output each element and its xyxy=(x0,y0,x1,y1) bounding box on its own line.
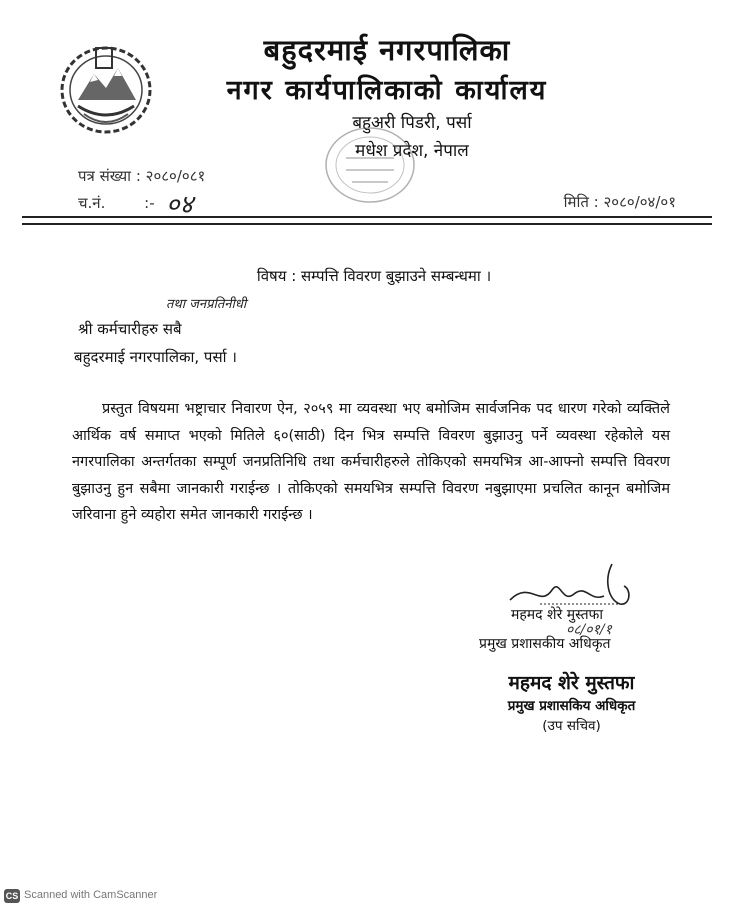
dispatch-prefix: :- xyxy=(144,194,155,212)
header-divider-bottom xyxy=(22,223,712,225)
office-name: नगर कार्यपालिकाको कार्यालय xyxy=(226,75,548,106)
dispatch-number-label xyxy=(78,193,155,213)
stamp-name: महमद शेरे मुस्तफा xyxy=(508,672,635,694)
scanner-watermark: Scanned with CamScanner xyxy=(24,889,158,901)
header-divider-top xyxy=(22,216,712,218)
stamp-rank: (उप सचिव) xyxy=(542,718,601,734)
signature-handwritten-date: ०८/०१/१ xyxy=(566,622,612,638)
signatory-name: महमद शेरे मुस्तफा xyxy=(511,607,603,623)
addressee-line-2: बहुदरमाई नगरपालिका, पर्सा । xyxy=(74,348,237,366)
dispatch-number-handwritten: ०४ xyxy=(166,190,194,220)
addressee-line-1: श्री कर्मचारीहरु सबै xyxy=(78,320,182,338)
camscanner-logo-icon: CS xyxy=(5,891,19,901)
dispatch-label: च.नं. xyxy=(78,194,106,212)
office-stamp-icon xyxy=(322,124,418,206)
stamp-title: प्रमुख प्रशासकिय अधिकृत xyxy=(507,698,636,714)
signatory-title: प्रमुख प्रशासकीय अधिकृत xyxy=(479,636,611,652)
address-line-1: बहुअरी पिडरी, पर्सा xyxy=(352,113,472,133)
handwritten-insert: तथा जनप्रतिनीधी xyxy=(166,297,247,312)
municipality-name: बहुदरमाई नगरपालिका xyxy=(263,33,511,67)
letter-date: मिति : २०८०/०४/०१ xyxy=(563,193,676,211)
letter-body: प्रस्तुत विषयमा भष्ट्राचार निवारण ऐन, २०५९ मा व्यवस्था भए बमोजिम सार्वजनिक पद धारण गरेको व्यक्तिले आर्थिक वर्ष समाप्त भएको मितिले ६०(साठी) दिन भित्र सम्पत्ति विवरण बुझाउनु पर्ने व्यवस्था रहेकोले यस नगरपालिका अन्तर्गतका सम्पूर्ण जनप्रतिनिधि तथा कर्मचारीहरुले तोकिएको समयभित्र आ-आफ्नो सम्पत्ति विवरण बुझाउनु हुन सबैमा जानकारी गराईन्छ । तोकिएको समयभित्र सम्पत्ति विवरण नबुझाएमा प्रचलित कानून बमोजिम जरिवाना हुने व्यहोरा समेत जानकारी गराईन्छ । xyxy=(72,401,670,523)
address-line-2: मधेश प्रदेश, नेपाल xyxy=(355,141,469,161)
letter-number: पत्र संख्या : २०८०/०८१ xyxy=(78,167,206,185)
letter-subject: विषय : सम्पत्ति विवरण बुझाउने सम्बन्धमा । xyxy=(256,267,492,285)
